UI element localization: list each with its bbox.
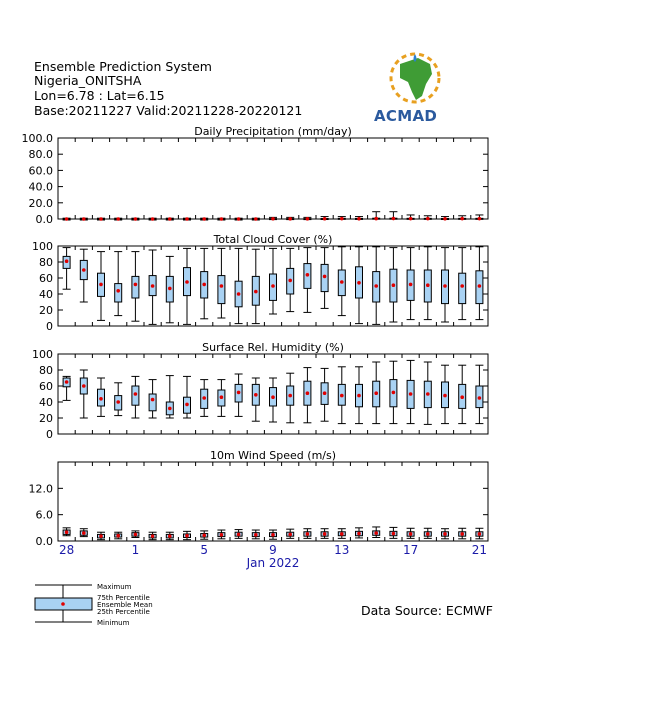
y-tick-label: 6.0	[35, 508, 53, 522]
base-valid-label: Base:20211227 Valid:20211228-20220121	[34, 103, 303, 118]
panel-title: Surface Rel. Humidity (%)	[202, 341, 344, 354]
legend-minimum: Minimum	[97, 619, 130, 627]
y-tick-label: 100.0	[21, 132, 53, 145]
legend-25th: 25th Percentile	[97, 608, 150, 616]
legend-maximum: Maximum	[97, 583, 132, 591]
y-tick-label: 100	[32, 240, 53, 253]
x-tick-label: 21	[471, 543, 488, 557]
y-tick-label: 20.0	[28, 196, 53, 210]
coordinates-label: Lon=6.78 : Lat=6.15	[34, 88, 165, 103]
y-tick-label: 20	[39, 412, 53, 425]
logo-text: ACMAD	[374, 107, 438, 125]
y-tick-label: 100	[32, 348, 53, 361]
y-tick-label: 60.0	[28, 164, 53, 178]
y-tick-label: 40	[39, 288, 53, 301]
x-tick-label: 17	[402, 543, 419, 557]
x-tick-label: 5	[200, 543, 209, 557]
x-tick-label: 1	[131, 543, 140, 557]
x-tick-label: 9	[269, 543, 277, 557]
legend-75th: 75th Percentile	[97, 594, 150, 602]
y-tick-label: 0.0	[35, 535, 53, 548]
legend-mean: Ensemble Mean	[97, 601, 153, 609]
panel-title: Total Cloud Cover (%)	[213, 233, 333, 246]
x-tick-label: 13	[334, 543, 350, 557]
x-month-label: Jan 2022	[246, 556, 300, 570]
panel-title: Daily Precipitation (mm/day)	[194, 125, 352, 138]
system-title: Ensemble Prediction System	[34, 59, 212, 74]
y-tick-label: 60	[39, 380, 53, 393]
y-tick-label: 0	[46, 428, 53, 441]
y-tick-label: 80	[39, 256, 53, 269]
y-tick-label: 40	[39, 396, 53, 409]
y-tick-label: 80.0	[28, 148, 53, 162]
y-tick-label: 0.0	[35, 213, 53, 226]
data-source-label: Data Source: ECMWF	[361, 603, 493, 618]
y-tick-label: 40.0	[28, 180, 53, 194]
y-tick-label: 0	[46, 320, 53, 333]
panel-title: 10m Wind Speed (m/s)	[209, 449, 337, 462]
y-tick-label: 60	[39, 272, 53, 285]
y-tick-label: 12.0	[28, 482, 53, 496]
x-tick-label: 28	[58, 543, 75, 557]
legend-box-glyph	[35, 585, 92, 622]
y-tick-label: 20	[39, 304, 53, 317]
location-label: Nigeria_ONITSHA	[34, 73, 142, 88]
y-tick-label: 80	[39, 364, 53, 377]
